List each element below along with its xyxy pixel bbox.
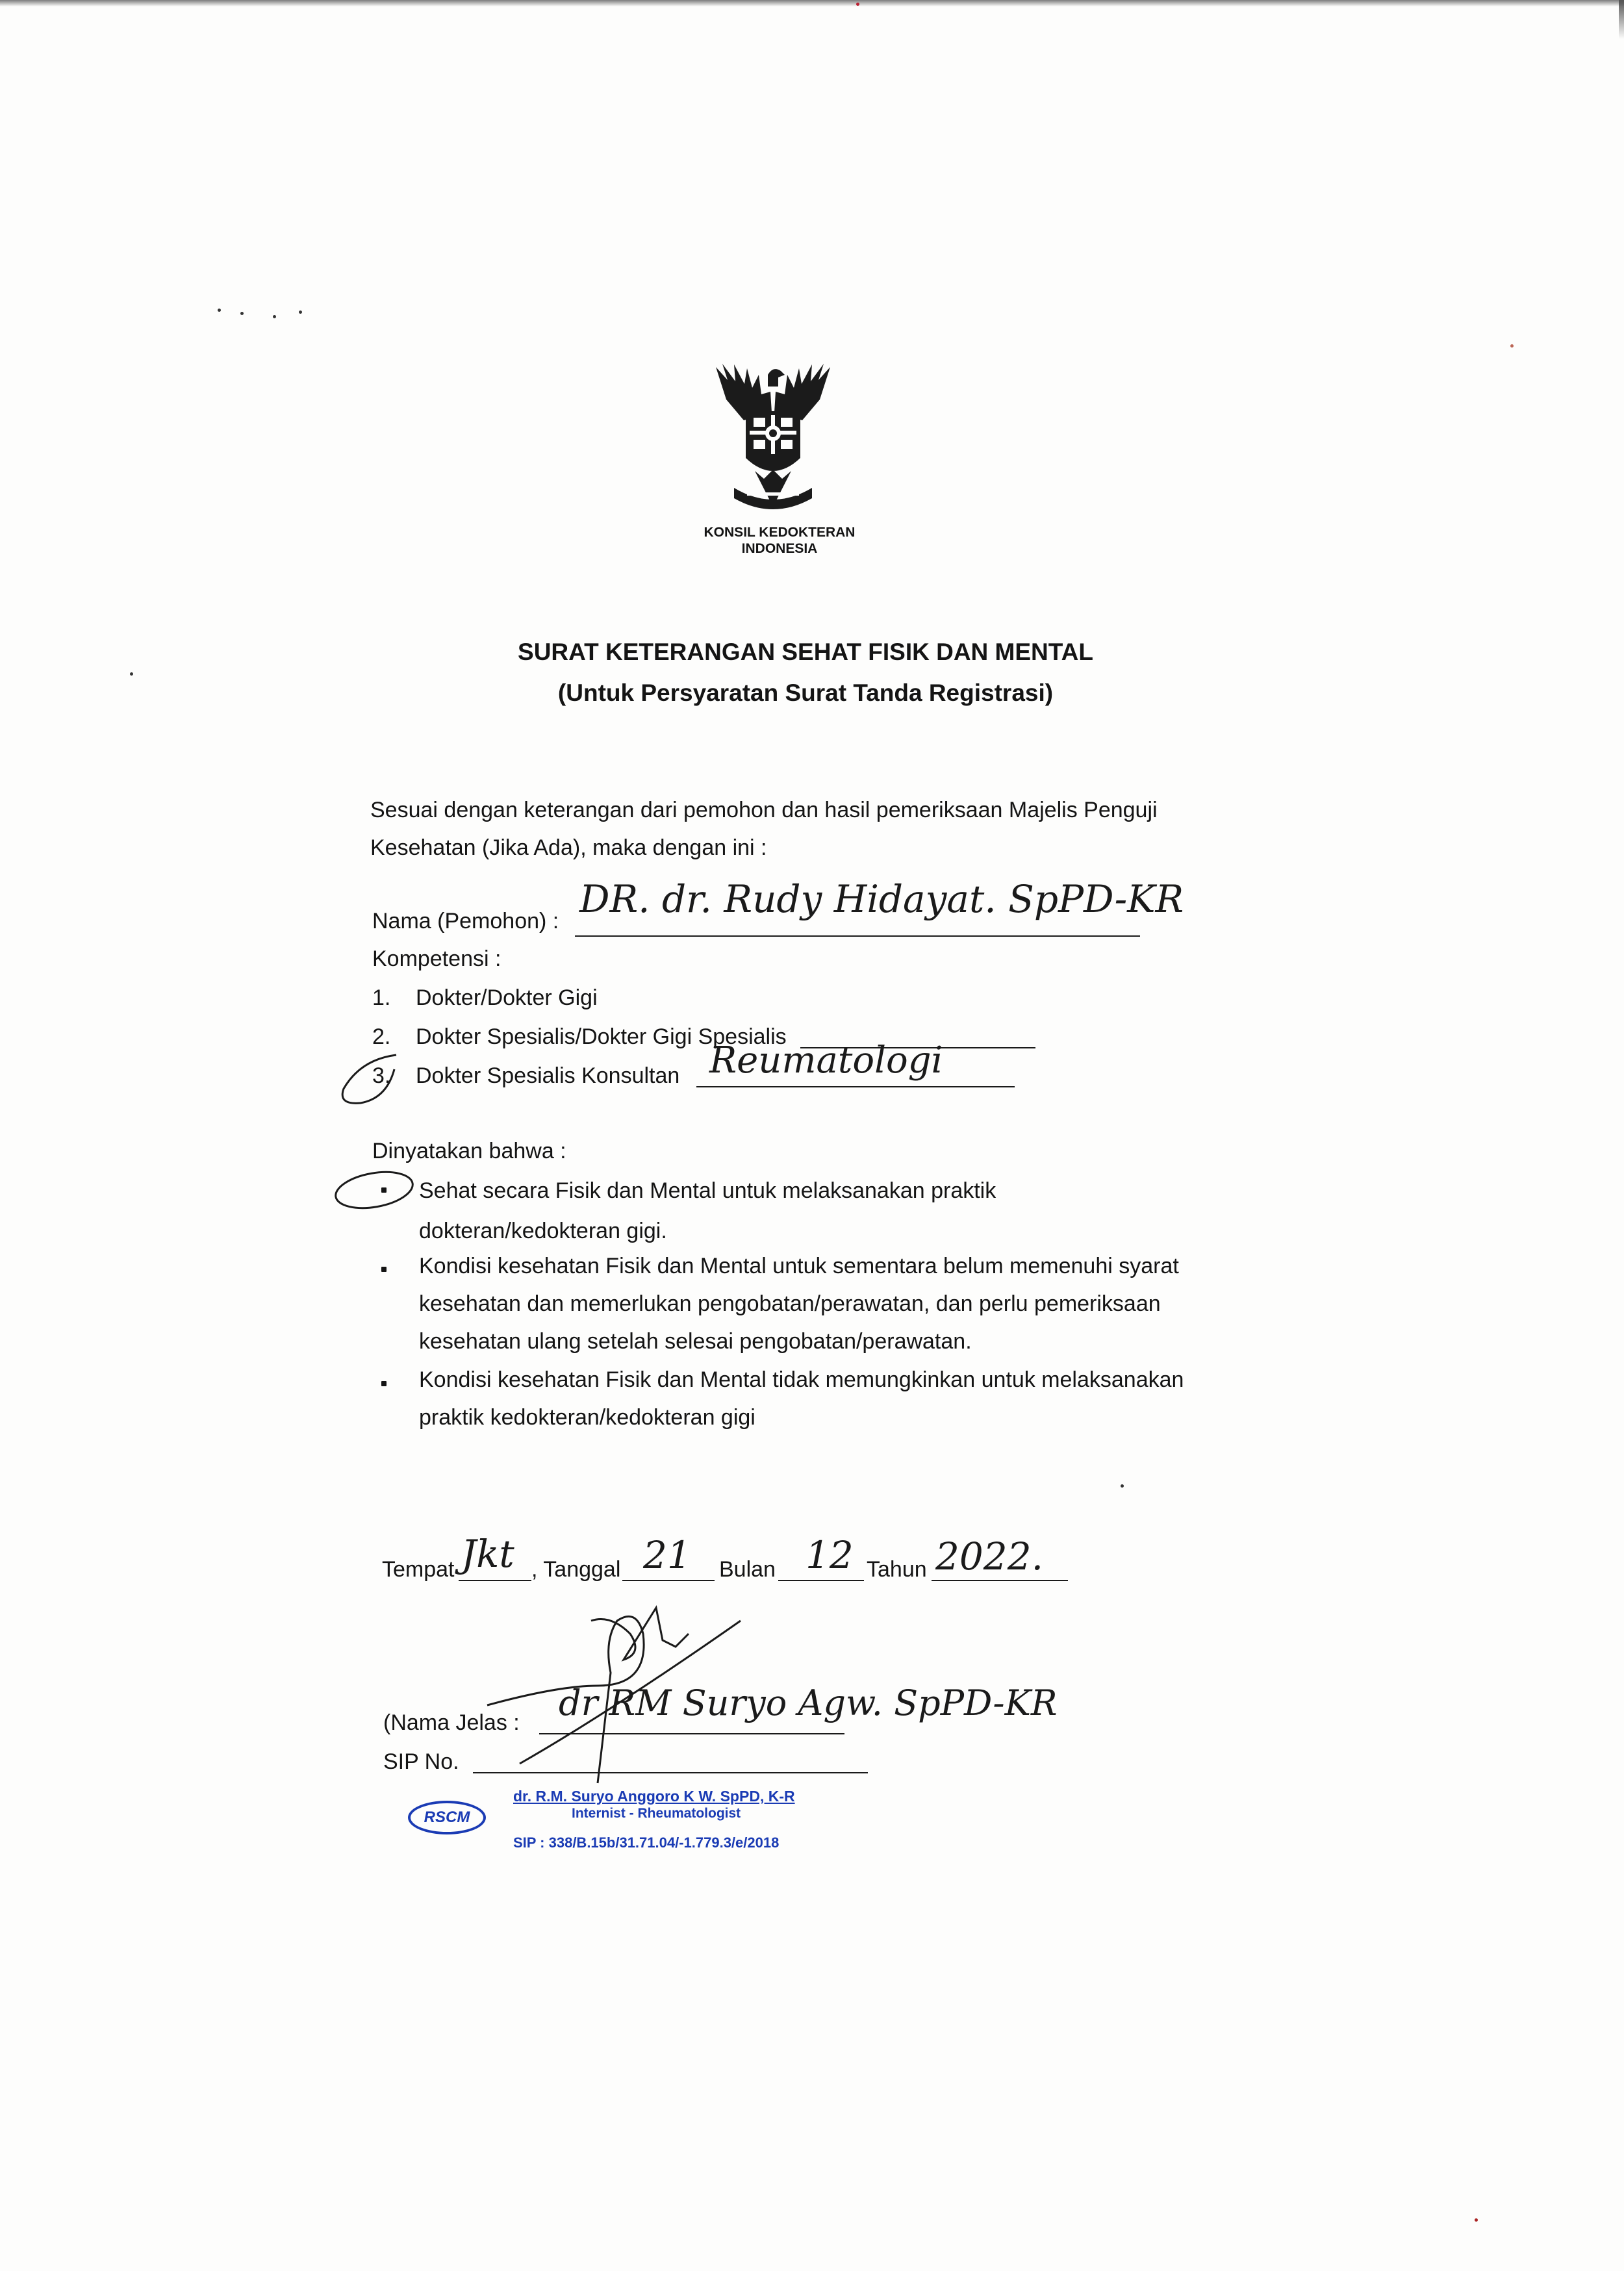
competence-item-2-label: Dokter Spesialis/Dokter Gigi Spesialis (416, 1024, 787, 1049)
competence-item-1-number: 1. (372, 985, 391, 1010)
scan-speck (1475, 2218, 1478, 2222)
scan-speck (1510, 344, 1514, 348)
signature-name-label: (Nama Jelas : (383, 1710, 520, 1735)
day-label: , Tanggal (531, 1557, 621, 1582)
month-label: Bulan (719, 1557, 776, 1582)
competence-item-2-number: 2. (372, 1024, 391, 1049)
competence-label: Kompetensi : (372, 946, 501, 971)
competence-item-3-underline (696, 1086, 1015, 1087)
year-handwritten: 2022. (935, 1534, 1044, 1579)
stamp-doctor-role: Internist - Rheumatologist (572, 1806, 741, 1821)
day-underline (622, 1580, 715, 1581)
day-handwritten: 21 (643, 1533, 691, 1577)
org-name-line1: KONSIL KEDOKTERAN (704, 525, 856, 540)
month-handwritten: 12 (806, 1533, 854, 1577)
intro-paragraph: Sesuai dengan keterangan dari pemohon dan hasil pemeriksaan Majelis Penguji Kesehatan (Jika Ada), maka dengan ini : (370, 798, 1158, 860)
signature-name-underline (539, 1733, 844, 1734)
statement-option-1: Sehat secara Fisik dan Mental untuk melaksanakan praktik dokteran/kedokteran gigi. (419, 1178, 996, 1243)
stamp-doctor-name: dr. R.M. Suryo Anggoro K W. SpPD, K-R (513, 1788, 795, 1805)
sip-label: SIP No. (383, 1749, 459, 1774)
scan-top-edge (0, 0, 1624, 6)
sip-underline (473, 1772, 868, 1773)
competence-item-1-label: Dokter/Dokter Gigi (416, 985, 598, 1010)
garuda-emblem-icon (708, 361, 838, 523)
competence-item-3-label: Dokter Spesialis Konsultan (416, 1063, 680, 1088)
selection-circle-icon (330, 1163, 421, 1221)
scan-speck (856, 3, 859, 6)
scan-right-edge (1619, 0, 1624, 39)
month-underline (778, 1580, 864, 1581)
applicant-name-handwritten: DR. dr. Rudy Hidayat. SpPD-KR (579, 877, 1184, 921)
scan-speck (299, 311, 302, 314)
statement-option-3: Kondisi kesehatan Fisik dan Mental tidak memungkinkan untuk melaksanakan praktik kedokteran/kedokteran gigi (419, 1367, 1184, 1430)
signature-name-handwritten: dr RM Suryo Agw. SpPD-KR (559, 1682, 1058, 1723)
statement-bullet (381, 1381, 387, 1386)
year-underline (932, 1580, 1068, 1581)
place-underline (459, 1580, 531, 1581)
org-name-line2: INDONESIA (741, 541, 818, 556)
scan-speck (218, 309, 221, 312)
stamp-sip-number: SIP : 338/B.15b/31.71.04/-1.779.3/e/2018 (513, 1834, 780, 1851)
competence-item-3-handwritten: Reumatologi (709, 1039, 943, 1082)
statement-option-2: Kondisi kesehatan Fisik dan Mental untuk sementara belum memenuhi syarat kesehatan dan memerlukan pengobatan/perawatan, dan perlu pemeriksaan kesehatan ulang setelah selesai pengobatan/perawatan. (419, 1254, 1179, 1354)
applicant-label: Nama (Pemohon) : (372, 909, 559, 933)
scan-speck (273, 315, 276, 318)
year-label: Tahun (867, 1557, 927, 1582)
selection-circle-icon (335, 1043, 406, 1115)
document-title: SURAT KETERANGAN SEHAT FISIK DAN MENTAL (518, 639, 1093, 665)
place-label: Tempat (382, 1557, 455, 1582)
scan-speck (240, 312, 244, 315)
competence-item-3-number: 3. (372, 1063, 391, 1088)
document-subtitle: (Untuk Persyaratan Surat Tanda Registrasi) (557, 679, 1054, 706)
statement-label: Dinyatakan bahwa : (372, 1139, 566, 1163)
scan-speck (130, 672, 133, 676)
applicant-underline (575, 935, 1140, 937)
rscm-logo: RSCM (408, 1801, 486, 1834)
place-handwritten: Jkt (461, 1532, 514, 1576)
scan-speck (1121, 1484, 1124, 1488)
statement-bullet (381, 1267, 387, 1272)
